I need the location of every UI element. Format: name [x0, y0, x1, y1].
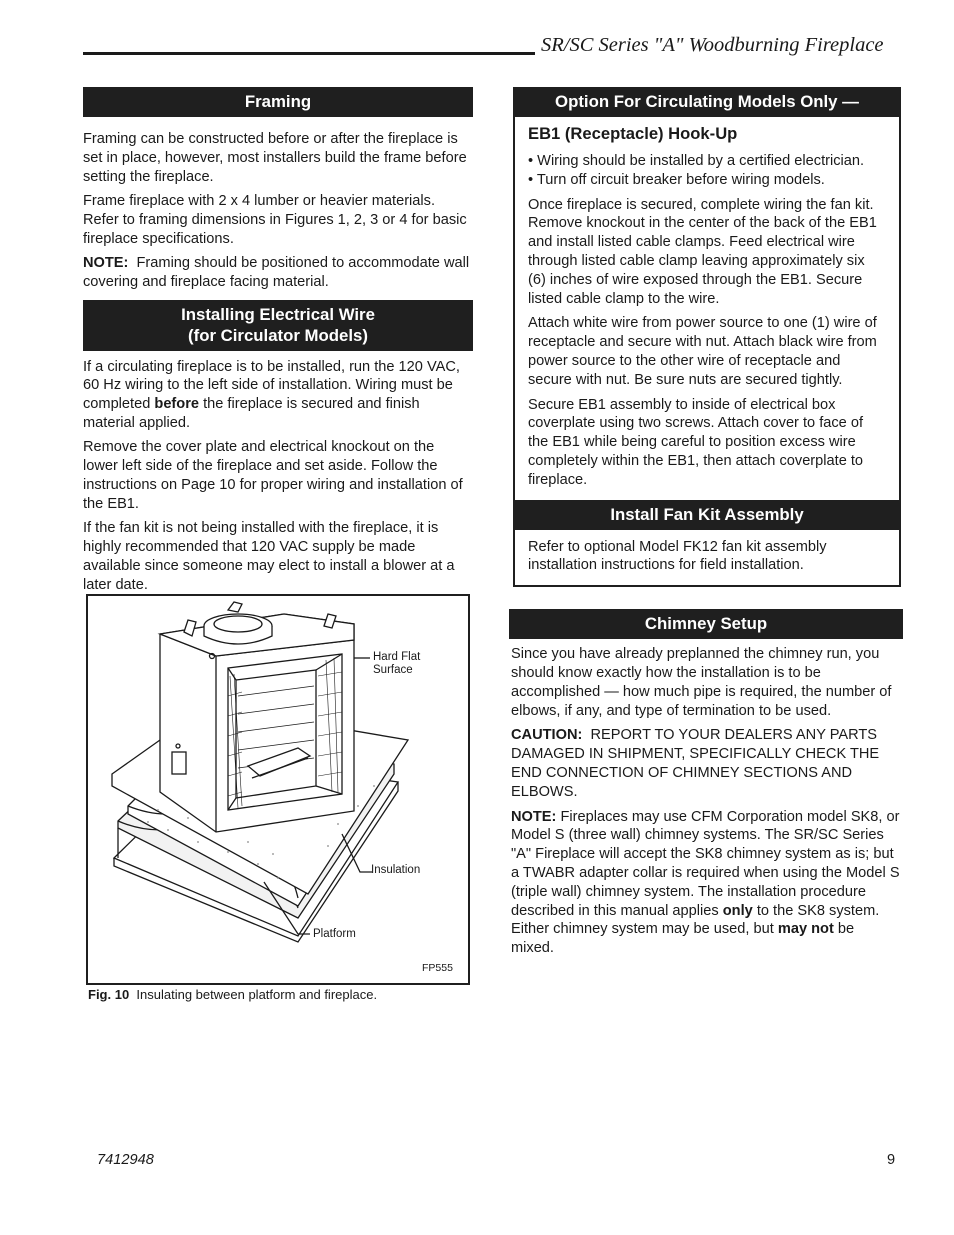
eb1-paragraph-1: Once fireplace is secured, complete wiring the fan kit. Remove knockout in the center of the back of the EB1 and install listed cable clamps. Feed electrical wire through listed cable clamp leaving approximately six (6) inches of wire exposed through the EB1. Secure listed cable clamp to the wire. [528, 196, 877, 307]
framing-paragraph-2: Frame fireplace with 2 x 4 lumber or heavier materials. Refer to framing dimensions in Figures 1, 2, 3 or 4 for basic fireplace specifications. [83, 192, 467, 247]
label-insulation: Insulation [371, 864, 421, 876]
chimney-note [511, 808, 901, 958]
chimney-caution [511, 726, 901, 801]
chimney-paragraph-1: Since you have already preplanned the chimney run, you should know exactly how the installation is to be accomplished — how much pipe is required, the number of elbows, if any, and type of termination to be used. [511, 646, 892, 719]
chimney-note-text-b: to the SK8 system. Either chimney system may be used, but [511, 902, 880, 938]
chimney-note-label: NOTE: [511, 808, 557, 825]
figure-caption-label: Fig. 10 [88, 987, 130, 1002]
eb1-bullet: • Wiring should be installed by a certified electrician. [528, 153, 865, 169]
framing-note-label: NOTE: [83, 254, 129, 271]
fan-kit-paragraph: Refer to optional Model FK12 fan kit assembly installation instructions for field installation. [528, 538, 827, 574]
eb1-bullet: • Turn off circuit breaker before wiring models. [528, 171, 825, 188]
electrical-p1-text-a: If a circulating fireplace is to be installed, run the 120 VAC, 60 Hz wiring to the left side of installation. Wiring must be completed [83, 358, 460, 413]
label-platform: Platform [313, 928, 356, 940]
footer-doc-number: 7412948 [97, 1152, 154, 1168]
framing-note [83, 254, 473, 292]
chimney-caution-text: REPORT TO YOUR DEALERS ANY PARTS DAMAGED IN SHIPMENT, SPECIFICALLY CHECK THE END CONNECTION OF CHIMNEY SECTIONS AND ELBOWS. [511, 727, 880, 800]
chimney-note-bold-2: may not [777, 921, 834, 938]
header-rule [83, 52, 535, 55]
left-column [83, 87, 473, 600]
eb1-subheading: EB1 (Receptacle) Hook-Up [528, 124, 738, 143]
eb1-paragraph-2: Attach white wire from power source to one (1) wire of receptacle and secure with nut. Attach black wire from power source to the other wire of receptacle and secure with nut. Be sure nuts are secured tightly. [528, 315, 877, 388]
label-hard-flat: Hard Flat [373, 651, 421, 663]
figure-code: FP555 [422, 962, 453, 974]
footer-page-number: 9 [887, 1152, 896, 1168]
page-header-title: SR/SC Series "A" Woodburning Fireplace [541, 34, 884, 56]
label-surface: Surface [373, 664, 413, 676]
circulating-heading: Option For Circulating Models Only — [513, 87, 901, 117]
figure-10-frame [86, 594, 470, 985]
electrical-p1-text-b: the fireplace is secured and finish material applied. [83, 396, 420, 431]
chimney-note-text-c: be mixed. [511, 921, 855, 957]
figure-caption-text: Insulating between platform and fireplace. [136, 987, 378, 1002]
framing-paragraph-1: Framing can be constructed before or after the fireplace is set in place, however, most installers build the frame before setting the fireplace. [83, 131, 467, 185]
electrical-heading [83, 300, 473, 351]
electrical-paragraph-1 [83, 358, 473, 433]
circulating-box [513, 87, 901, 587]
chimney-heading: Chimney Setup [509, 609, 903, 639]
figure-caption [88, 987, 377, 1003]
framing-note-text: Framing should be positioned to accommodate wall covering and fireplace facing material. [83, 254, 470, 290]
electrical-paragraph-3: If the fan kit is not being installed with the fireplace, it is highly recommended that 120 VAC supply be made available since someone may elect to install a blower at a later date. [83, 520, 455, 593]
right-column [511, 87, 901, 964]
chimney-note-bold-1: only [722, 902, 753, 919]
electrical-heading-line2: (for Circulator Models) [188, 325, 368, 345]
electrical-paragraph-2: Remove the cover plate and electrical knockout on the lower left side of the fireplace and set aside. Follow the instructions on Page 10 for proper wiring and installation of the EB1. [83, 439, 463, 512]
eb1-bullet-list [528, 152, 886, 190]
fan-kit-heading: Install Fan Kit Assembly [513, 500, 901, 530]
framing-heading: Framing [83, 87, 473, 117]
chimney-caution-label: CAUTION: [511, 727, 583, 744]
chimney-note-text-a: Fireplaces may use CFM Corporation model SK8, or Model S (three wall) chimney systems. The SR/SC Series "A" Fireplace will accept the SK8 chimney system as is; but a TWABR adapter collar is required when using the Model S (triple wall) chimney system. The installation procedure described in this manual applies [511, 808, 900, 919]
eb1-paragraph-3: Secure EB1 assembly to inside of electrical box coverplate using two screws. Attach cover to face of the EB1 while being careful to position excess wire completely within the EB1, then attach coverplate to fireplace. [528, 396, 864, 488]
electrical-heading-line1: Installing Electrical Wire [181, 304, 375, 324]
electrical-p1-bold: before [154, 396, 200, 413]
